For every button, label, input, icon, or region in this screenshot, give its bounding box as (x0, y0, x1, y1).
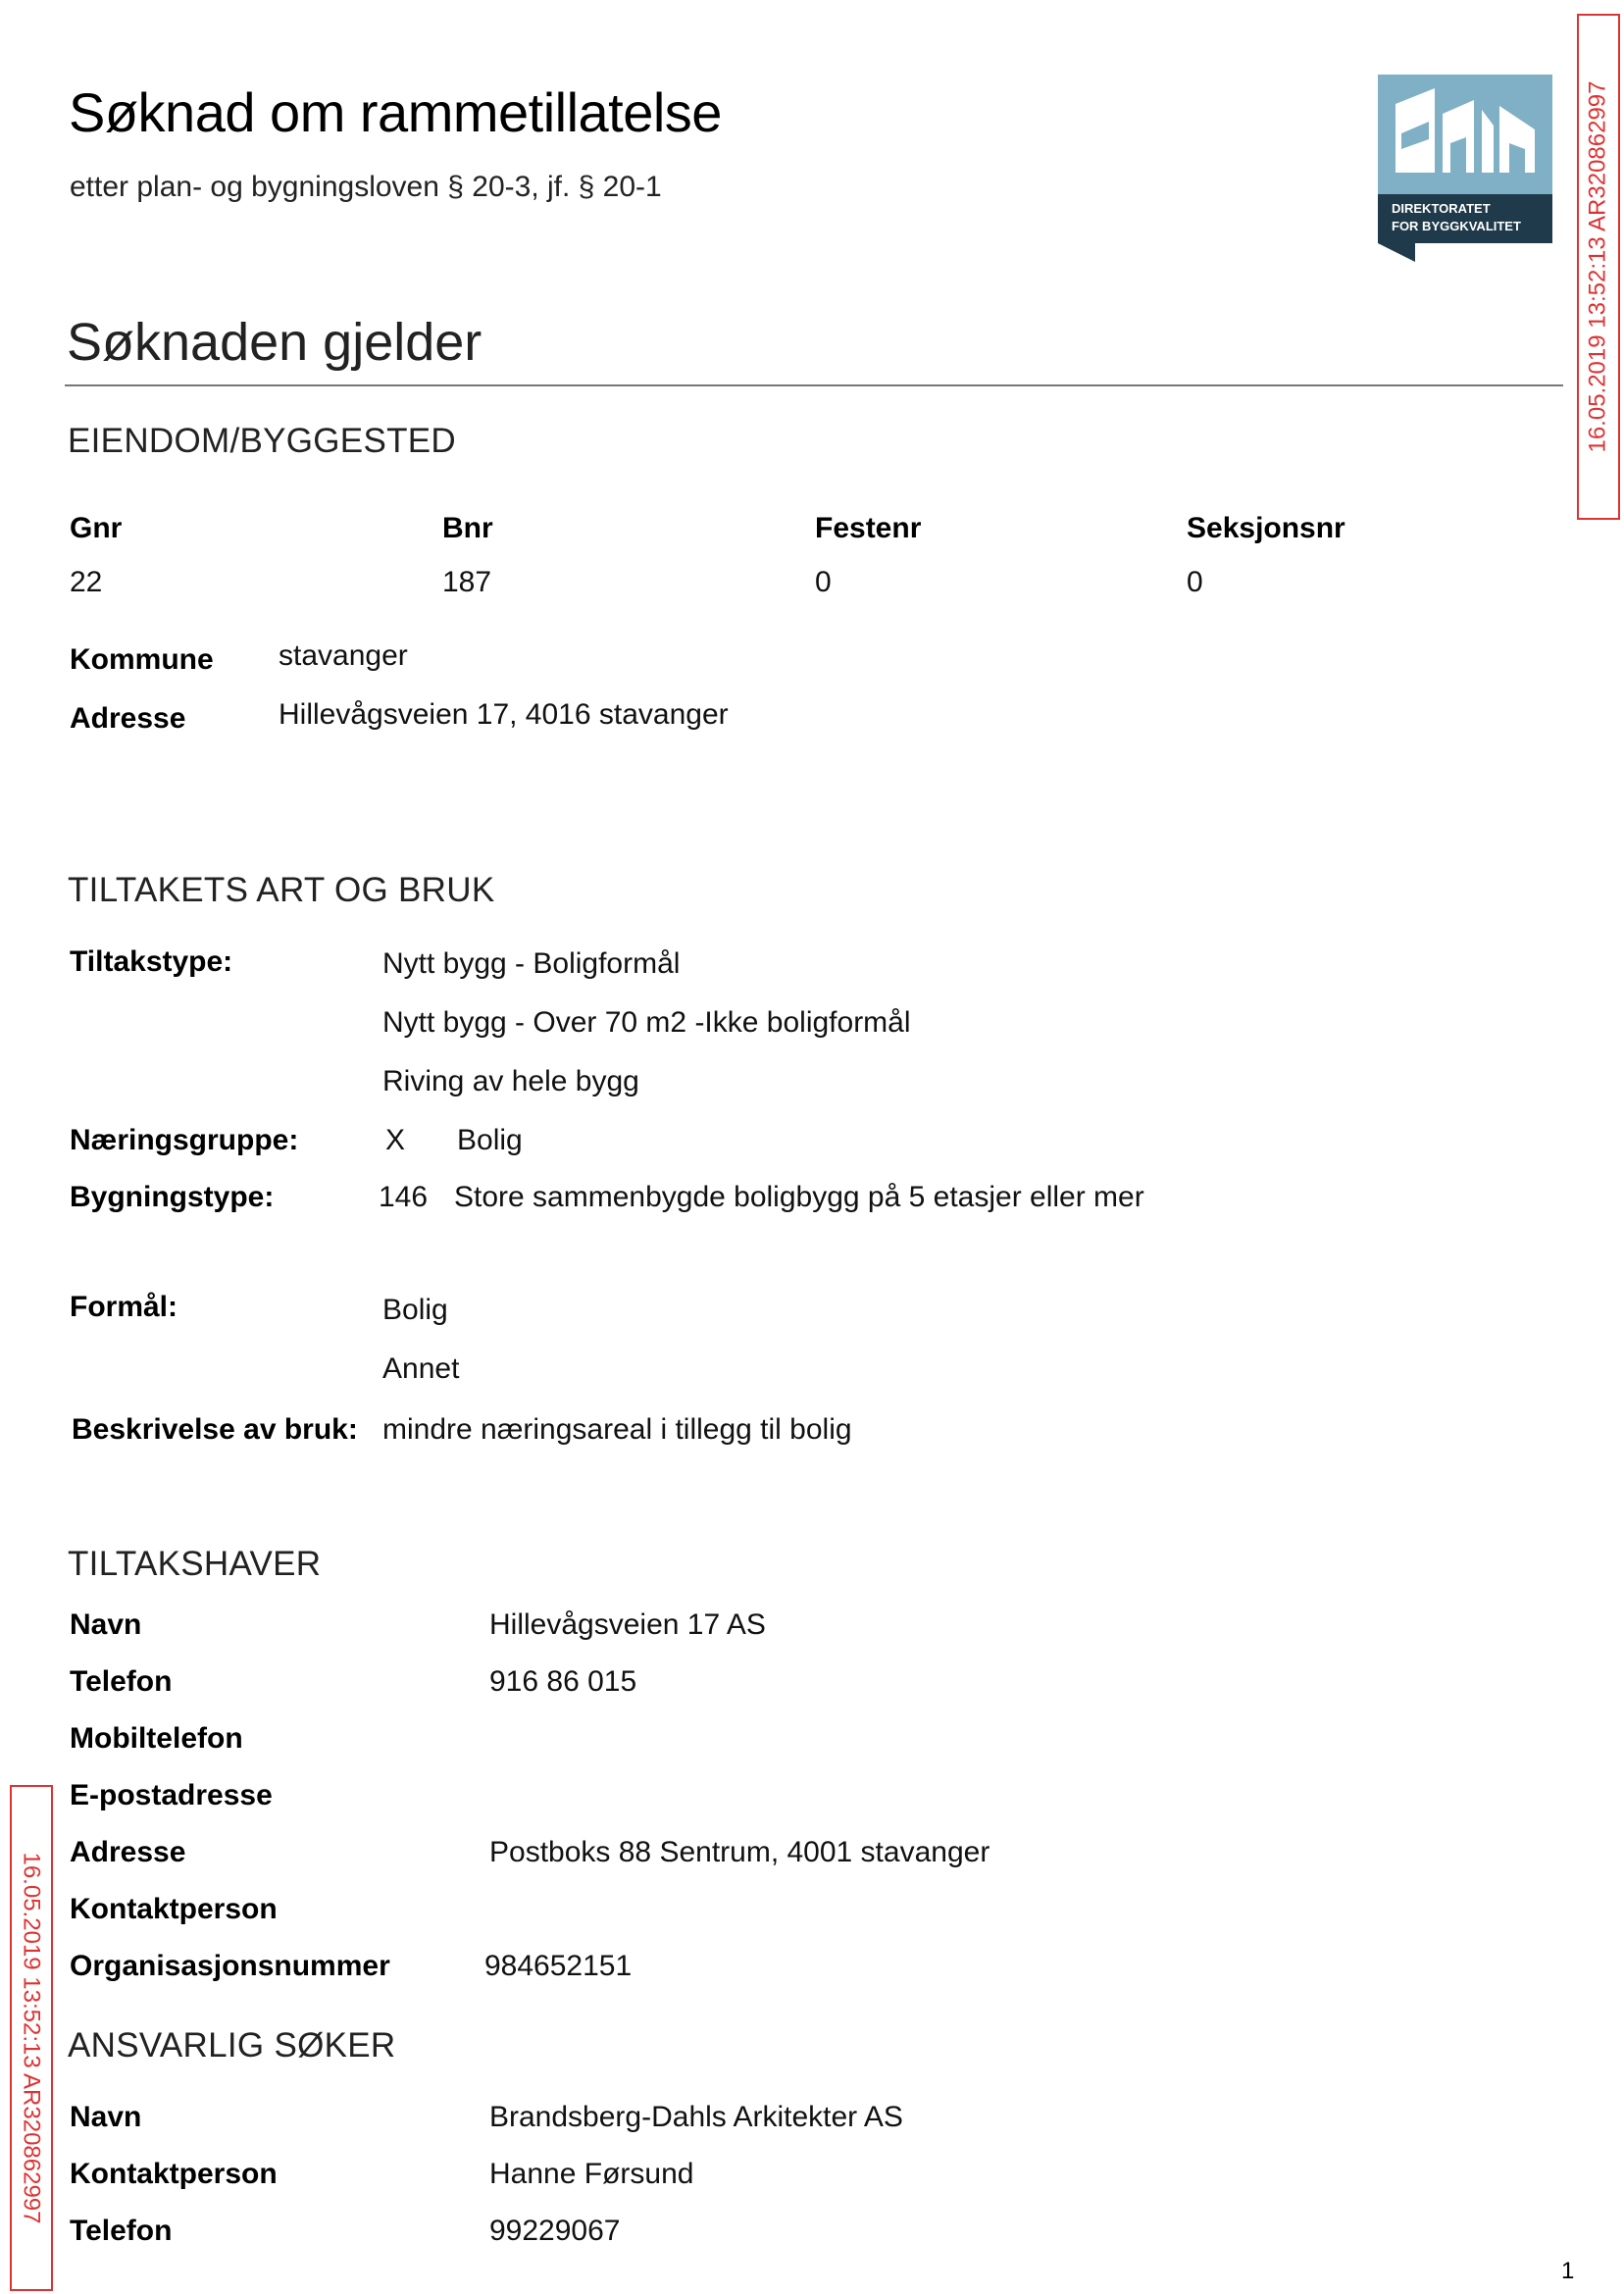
ansvarlig-heading: ANSVARLIG SØKER (68, 2026, 396, 2065)
bnr-value: 187 (442, 566, 492, 598)
document-subtitle: etter plan- og bygningsloven § 20-3, jf. § 20-1 (70, 171, 662, 203)
formal-label: Formål: (70, 1291, 178, 1323)
formal-item: Bolig (382, 1294, 448, 1326)
tiltakshaver-telefon-label: Telefon (70, 1665, 173, 1698)
tiltakshaver-kontakt-label: Kontaktperson (70, 1893, 278, 1925)
naeringsgruppe-code: X (385, 1124, 406, 1156)
beskrivelse-label: Beskrivelse av bruk: (72, 1413, 358, 1446)
kommune-value: stavanger (279, 639, 408, 672)
seksjonsnr-label: Seksjonsnr (1187, 512, 1345, 544)
tiltakshaver-orgnr-label: Organisasjonsnummer (70, 1950, 390, 1982)
section-divider (65, 384, 1563, 386)
logo-text-line-1: DIREKTORATET (1392, 201, 1491, 216)
ansvarlig-navn-label: Navn (70, 2101, 142, 2133)
adresse-label: Adresse (70, 702, 186, 735)
tiltakshaver-epost-label: E-postadresse (70, 1779, 273, 1811)
formal-item: Annet (382, 1352, 460, 1385)
bygningstype-value: Store sammenbygde boligbygg på 5 etasjer eller mer (454, 1181, 1144, 1213)
ansvarlig-telefon-label: Telefon (70, 2215, 173, 2247)
tiltakstype-item: Nytt bygg - Boligformål (382, 947, 681, 980)
tiltakshaver-navn-label: Navn (70, 1608, 142, 1641)
tiltakshaver-heading: TILTAKSHAVER (68, 1545, 322, 1583)
naeringsgruppe-label: Næringsgruppe: (70, 1124, 299, 1156)
tiltakstype-label: Tiltakstype: (70, 945, 233, 978)
ansvarlig-telefon-value: 99229067 (489, 2215, 621, 2247)
gnr-value: 22 (70, 566, 103, 598)
gnr-label: Gnr (70, 512, 123, 544)
tiltakstype-item: Riving av hele bygg (382, 1065, 639, 1097)
section-title: Søknaden gjelder (67, 313, 482, 372)
tiltakshaver-navn-value: Hillevågsveien 17 AS (489, 1608, 766, 1641)
ansvarlig-navn-value: Brandsberg-Dahls Arkitekter AS (489, 2101, 903, 2133)
timestamp-stamp-right: 16.05.2019 13:52:13 AR320862997 (1577, 14, 1620, 520)
adresse-value: Hillevågsveien 17, 4016 stavanger (279, 698, 729, 731)
bnr-label: Bnr (442, 512, 493, 544)
ansvarlig-kontakt-label: Kontaktperson (70, 2158, 278, 2190)
tiltak-heading: TILTAKETS ART OG BRUK (68, 871, 495, 909)
beskrivelse-value: mindre næringsareal i tillegg til bolig (382, 1413, 852, 1446)
logo-text-line-2: FOR BYGGKVALITET (1392, 219, 1521, 233)
tiltakstype-item: Nytt bygg - Over 70 m2 -Ikke boligformål (382, 1006, 911, 1039)
timestamp-stamp-left: 16.05.2019 13:52:13 AR320862997 (10, 1785, 53, 2291)
dibk-logo (1378, 75, 1552, 262)
page-number: 1 (1561, 2258, 1575, 2284)
tiltakshaver-orgnr-value: 984652151 (484, 1950, 633, 1982)
tiltakshaver-adresse-label: Adresse (70, 1836, 186, 1868)
document-title: Søknad om rammetillatelse (69, 81, 722, 143)
ansvarlig-kontakt-value: Hanne Førsund (489, 2158, 694, 2190)
tiltakshaver-adresse-value: Postboks 88 Sentrum, 4001 stavanger (489, 1836, 990, 1868)
kommune-label: Kommune (70, 643, 214, 676)
bygningstype-code: 146 (379, 1181, 429, 1213)
festenr-value: 0 (815, 566, 832, 598)
festenr-label: Festenr (815, 512, 922, 544)
seksjonsnr-value: 0 (1187, 566, 1203, 598)
bygningstype-label: Bygningstype: (70, 1181, 275, 1213)
tiltakshaver-telefon-value: 916 86 015 (489, 1665, 637, 1698)
naeringsgruppe-value: Bolig (457, 1124, 523, 1156)
eiendom-heading: EIENDOM/BYGGESTED (68, 422, 456, 460)
building-logo-icon (1378, 75, 1552, 262)
tiltakshaver-mobil-label: Mobiltelefon (70, 1722, 243, 1755)
